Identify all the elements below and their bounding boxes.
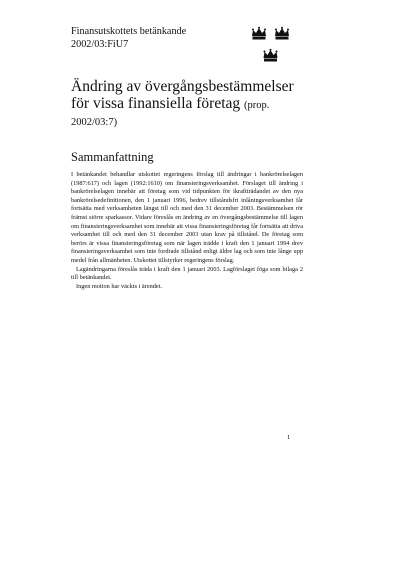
title-line-2-text: för vissa finansiella företag xyxy=(71,95,241,112)
proposition-reference: 2002/03:7) xyxy=(71,117,118,128)
summary-paragraph: Lagändringarna föreslås träda i kraft den 1 januari 2003. Lagförslaget föga som bilaga 2 till betänkandet. xyxy=(71,265,303,282)
summary-body xyxy=(71,171,303,291)
summary-heading: Sammanfattning xyxy=(71,150,154,164)
summary-paragraph: Ingen motion har väckts i ärendet. xyxy=(76,282,163,290)
summary-paragraph: I betänkandet behandlar utskottet regeringens förslag till ändringar i bankrörelselagen (1987:617) och lagen (1992:1610) om finansieringsverksamhet. Förslaget till ändring i bankrörelselagen innebär att företag som vid tidpunkten för ikraftträdandet av den nya bankrörelsedefinitionen, den 1 januari 1996, bedrev tillståndsfri inlåningsverksamhet får fortsätta med verksamheten längst till och med den 31 december 2003. Bestämmelsen rör främst större sparkassor. Vidare föreslås en ändring av en övergångsbestämmelse till lagen om finansieringsverksamhet som innebär att vissa finansieringsföretag får fortsätta att driva verksamhet till och med den 31 december 2003 utan krav på tillstånd. De företag som berörs är vissa finansieringsföretag som när lagen trädde i kraft den 1 januari 1994 drev finansieringsverksamhet som inte fordrade tillstånd enligt äldre lag och som inte långe upp medel från allmänheten. Utskottet tillstyrker regeringens förslag. xyxy=(71,171,303,264)
committee-report-title: Finansutskottets betänkande xyxy=(71,26,187,37)
three-crowns-icon xyxy=(249,25,293,67)
title-line-1: Ändring av övergångsbestämmelser xyxy=(71,78,294,95)
page-number: 1 xyxy=(287,434,291,441)
proposition-prefix: (prop. xyxy=(244,100,270,111)
document-title xyxy=(71,78,341,131)
report-reference: 2002/03:FiU7 xyxy=(71,38,129,50)
document-header xyxy=(71,26,186,51)
title-line-2 xyxy=(71,95,341,114)
